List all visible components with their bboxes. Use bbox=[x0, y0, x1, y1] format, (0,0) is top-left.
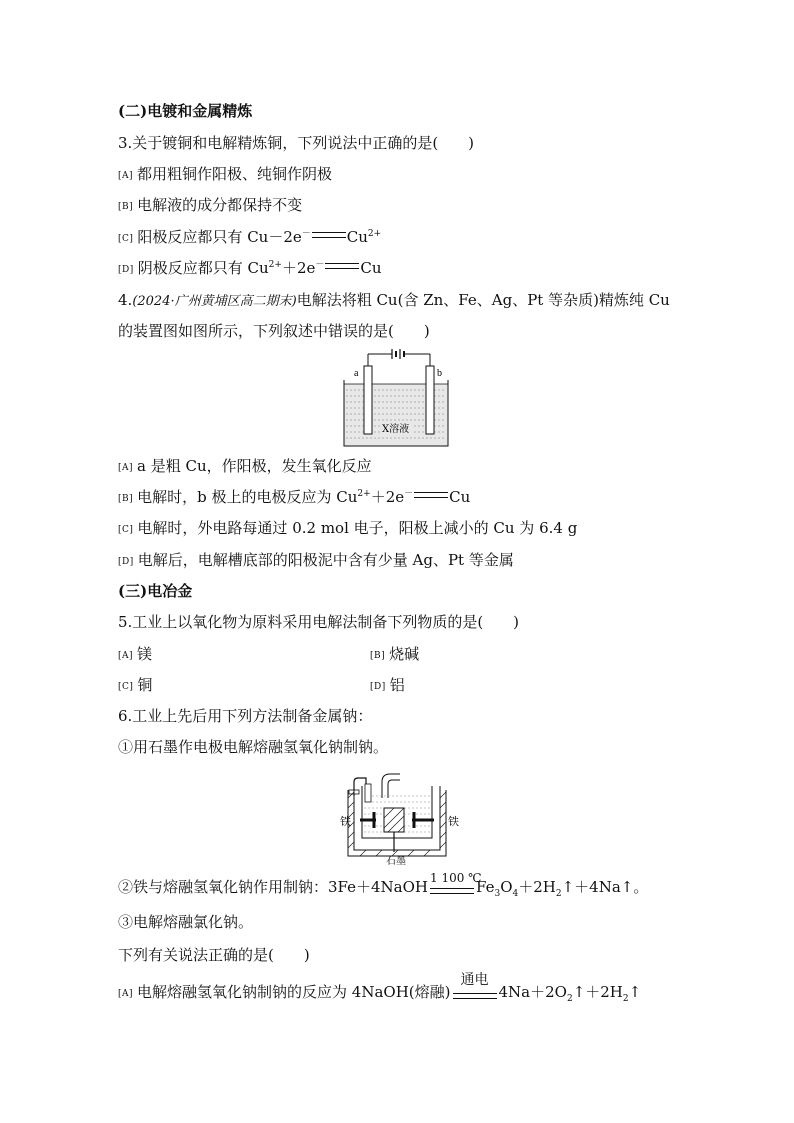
label-graphite: 石墨 bbox=[386, 856, 406, 866]
equals-sign bbox=[414, 492, 448, 498]
q6-option-a[interactable] bbox=[118, 972, 642, 1004]
q6-method-3: ③电解熔融氯化钠。 bbox=[118, 913, 254, 931]
equation-rhs: ↑＋2H bbox=[572, 983, 623, 1001]
charge-superscript: － bbox=[404, 489, 414, 499]
product: Cu bbox=[360, 259, 382, 277]
question-3-stem: 3.关于镀铜和电解精炼铜，下列说法中正确的是( ) bbox=[118, 134, 475, 152]
option-text: 烧碱 bbox=[389, 645, 420, 663]
graphite-anode bbox=[384, 808, 404, 832]
equals-bar bbox=[430, 888, 474, 894]
q4-option-c[interactable] bbox=[118, 518, 577, 540]
charge-superscript: 2+ bbox=[367, 229, 382, 239]
q5-option-d[interactable] bbox=[370, 675, 405, 697]
option-tag: [A] bbox=[118, 171, 134, 181]
equals-sign bbox=[312, 232, 346, 238]
label-a: a bbox=[354, 368, 359, 379]
option-tag: [C] bbox=[118, 682, 134, 692]
question-5-stem: 5.工业上以氧化物为原料采用电解法制备下列物质的是( ) bbox=[118, 613, 520, 631]
option-text: a 是粗 Cu，作阳极，发生氧化反应 bbox=[137, 457, 372, 475]
inner-collector-left bbox=[365, 784, 371, 802]
option-text: 铝 bbox=[389, 676, 405, 694]
reaction-condition: 1 100 ℃ bbox=[430, 871, 482, 885]
equation-lhs: 电解熔融氢氧化钠制钠的反应为 4NaOH(熔融) bbox=[137, 983, 451, 1001]
q6-method-2 bbox=[118, 871, 649, 899]
reactant: ＋2e bbox=[281, 259, 316, 277]
subscript: 2 bbox=[622, 994, 629, 1004]
option-tag: [D] bbox=[370, 682, 386, 692]
electrolysis-cell-figure bbox=[340, 346, 455, 448]
q6-ask: 下列有关说法正确的是( ) bbox=[118, 946, 310, 964]
option-tag: [A] bbox=[118, 463, 134, 473]
subscript: 4 bbox=[512, 889, 519, 899]
equation-rhs: ＋2H bbox=[518, 878, 556, 896]
equals-bar bbox=[453, 993, 497, 999]
reaction-condition: 通电 bbox=[460, 972, 489, 988]
option-tag: [A] bbox=[118, 989, 134, 999]
section-title-electroplating: (二)电镀和金属精炼 bbox=[118, 102, 253, 120]
option-text: 铜 bbox=[137, 676, 153, 694]
label-iron-left: 铁 bbox=[340, 815, 351, 828]
subscript: 2 bbox=[566, 994, 573, 1004]
option-text: 电解时，外电路每通过 0.2 mol 电子，阳极上减小的 Cu 为 6.4 g bbox=[137, 519, 578, 537]
option-text: 都用粗铜作阳极、纯铜作阴极 bbox=[137, 165, 333, 183]
q6-method-1: ①用石墨作电极电解熔融氢氧化钠制钠。 bbox=[118, 738, 389, 756]
q3-option-a[interactable] bbox=[118, 164, 332, 186]
q5-option-b[interactable] bbox=[370, 644, 419, 666]
q3-option-b[interactable] bbox=[118, 195, 302, 217]
charge-superscript: － bbox=[315, 260, 325, 270]
equals-sign bbox=[325, 263, 359, 269]
electrode-a bbox=[364, 366, 372, 434]
option-tag: [C] bbox=[118, 525, 134, 535]
equation-lhs: ②铁与熔融氢氧化钠作用制钠：3Fe＋4NaOH bbox=[118, 878, 428, 896]
question-text: 电解法将粗 Cu(含 Zn、Fe、Ag、Pt 等杂质)精炼纯 Cu bbox=[296, 291, 670, 309]
question-source: (2024·广州黄埔区高二期末) bbox=[132, 294, 297, 309]
option-text: 阳极反应都只有 Cu－2e bbox=[137, 228, 302, 246]
equation-rhs: 4Na＋2O bbox=[498, 983, 567, 1001]
option-tag: [A] bbox=[118, 651, 134, 661]
electrode-b bbox=[426, 366, 434, 434]
sodium-electrolysis-figure bbox=[340, 768, 460, 866]
subscript: 3 bbox=[494, 889, 501, 899]
label-iron-right: 铁 bbox=[448, 815, 459, 828]
product: Cu bbox=[449, 488, 471, 506]
charge-superscript: 2+ bbox=[357, 489, 371, 499]
option-tag: [D] bbox=[118, 265, 134, 275]
section-title-electrometallurgy: (三)电冶金 bbox=[118, 582, 193, 600]
charge-superscript: 2+ bbox=[268, 260, 282, 270]
equals-with-condition bbox=[453, 972, 497, 999]
option-text: 电解时，b 极上的电极反应为 Cu bbox=[137, 488, 358, 506]
option-tag: [B] bbox=[118, 202, 134, 212]
q3-option-d[interactable] bbox=[118, 258, 382, 280]
label-b: b bbox=[437, 368, 442, 379]
q4-option-d[interactable] bbox=[118, 550, 514, 572]
option-text: 电解液的成分都保持不变 bbox=[137, 196, 303, 214]
option-tag: [C] bbox=[118, 234, 134, 244]
equation-rhs: O bbox=[500, 878, 513, 896]
charge-superscript: － bbox=[301, 229, 311, 239]
q5-option-a[interactable] bbox=[118, 644, 152, 666]
q4-option-a[interactable] bbox=[118, 456, 372, 478]
option-text: 镁 bbox=[137, 645, 153, 663]
reactant: ＋2e bbox=[370, 488, 405, 506]
question-number: 4. bbox=[118, 291, 133, 309]
top-outlet-tube bbox=[382, 774, 400, 798]
equation-rhs: ↑ bbox=[628, 983, 642, 1001]
q3-option-c[interactable] bbox=[118, 227, 381, 249]
question-6-stem: 6.工业上先后用下列方法制备金属钠： bbox=[118, 707, 373, 725]
question-4-stem-line2: 的装置图如图所示，下列叙述中错误的是( ) bbox=[118, 322, 430, 340]
subscript: 2 bbox=[555, 889, 562, 899]
option-text: 电解后，电解槽底部的阳极泥中含有少量 Ag、Pt 等金属 bbox=[137, 551, 514, 569]
option-text: 阴极反应都只有 Cu bbox=[137, 259, 269, 277]
option-tag: [D] bbox=[118, 557, 134, 567]
question-4-stem bbox=[118, 290, 670, 312]
q4-option-b[interactable] bbox=[118, 487, 470, 509]
label-x-solution: X溶液 bbox=[382, 424, 410, 435]
equals-with-condition bbox=[430, 871, 482, 894]
option-tag: [B] bbox=[118, 494, 134, 504]
equation-rhs: ↑＋4Na↑。 bbox=[561, 878, 649, 896]
product: Cu bbox=[346, 228, 368, 246]
option-tag: [B] bbox=[370, 651, 386, 661]
equation-rhs: Fe bbox=[476, 878, 495, 896]
q5-option-c[interactable] bbox=[118, 675, 152, 697]
